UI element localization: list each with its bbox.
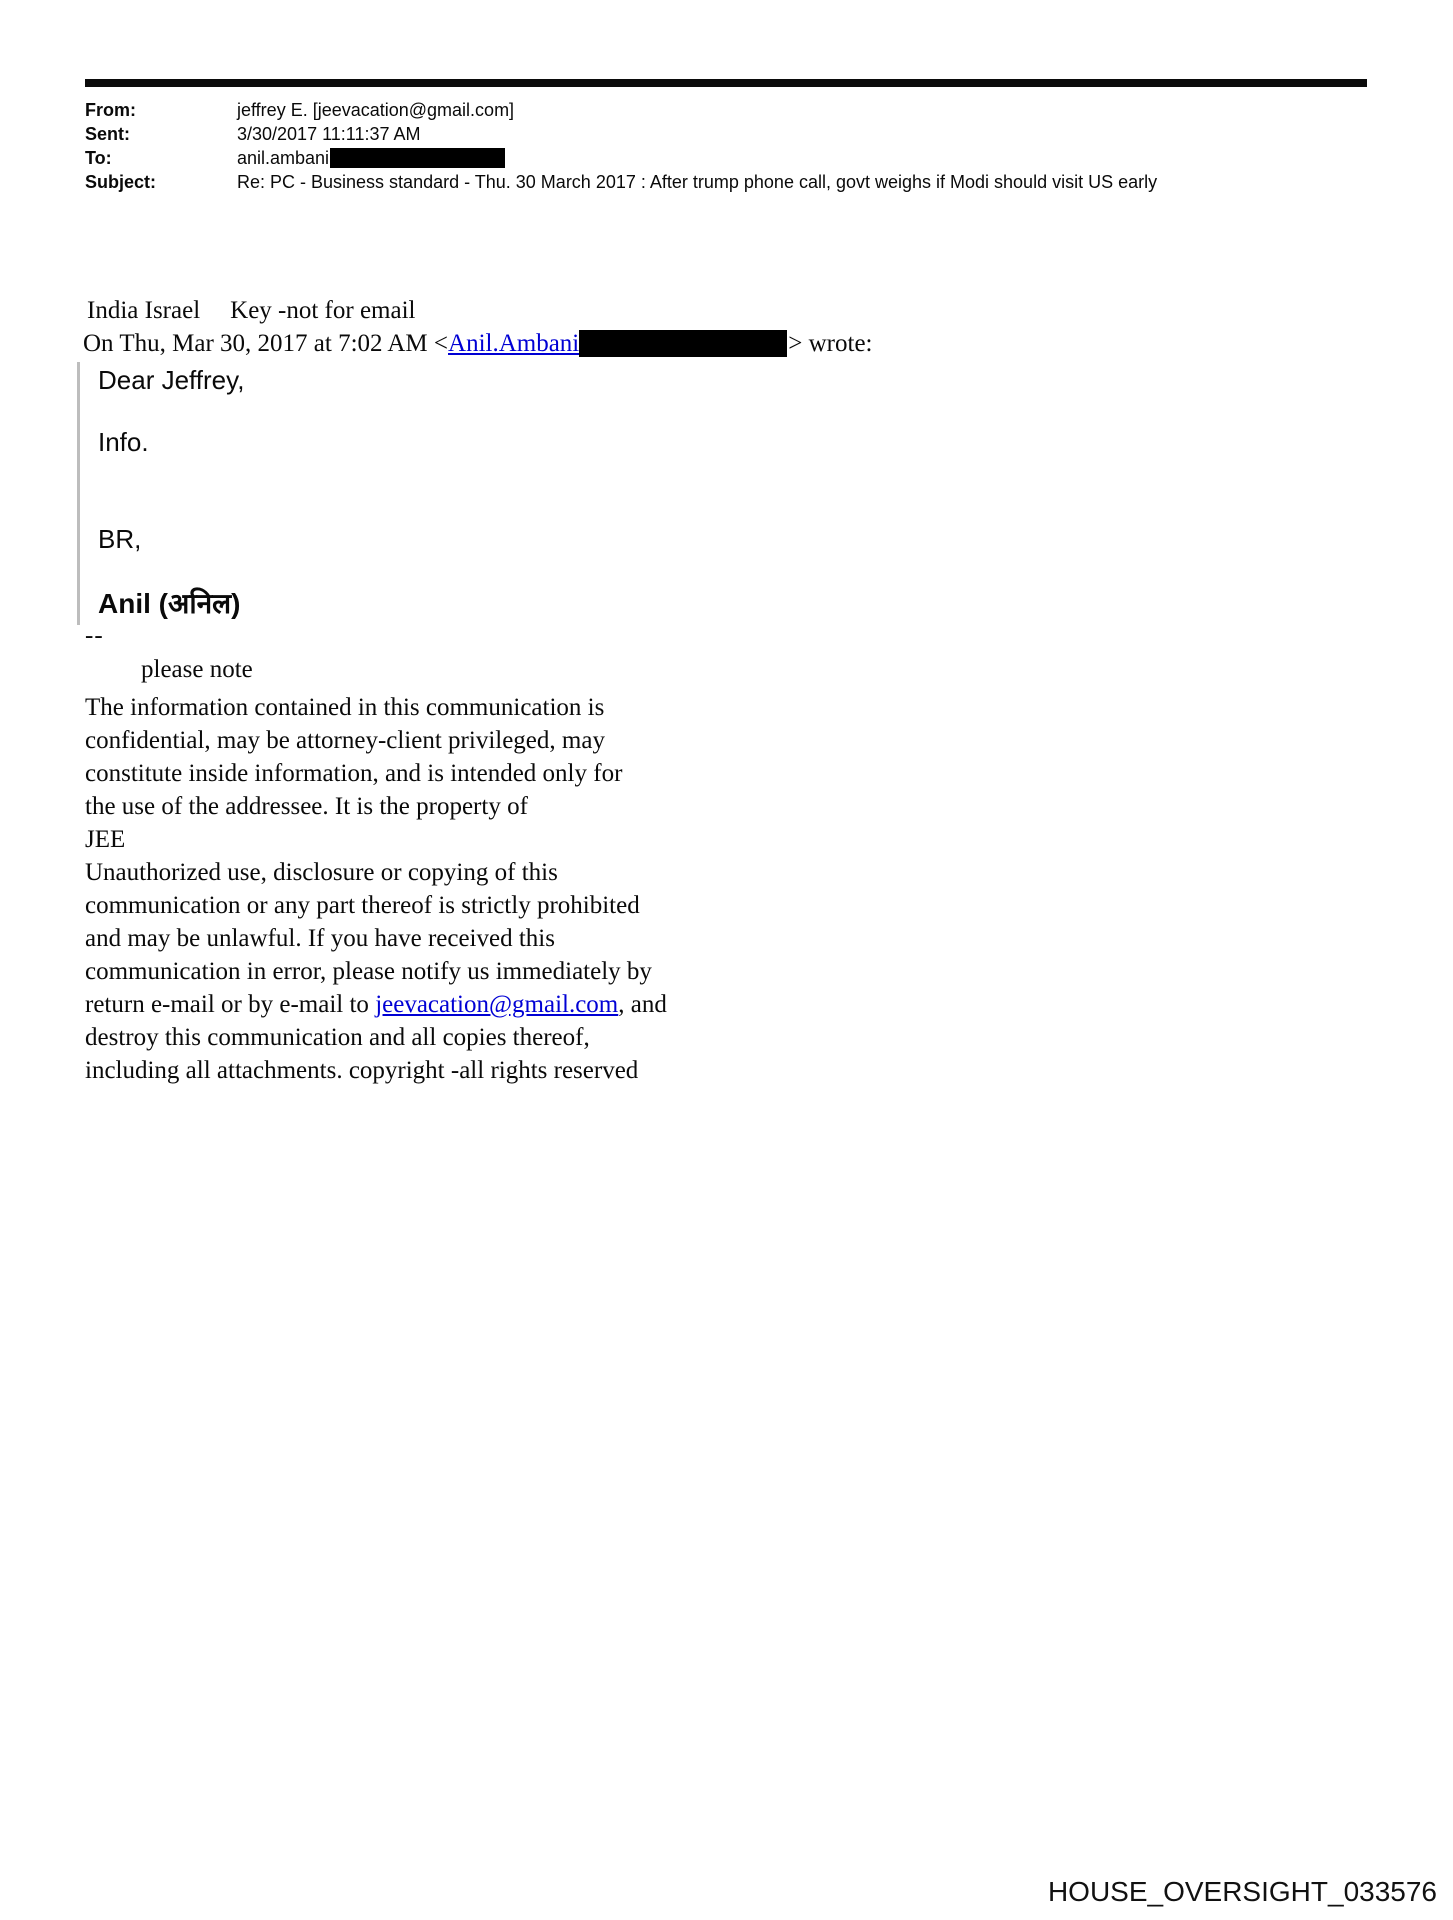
header-row-from (85, 98, 1157, 122)
header-divider-rule (85, 79, 1367, 87)
redaction-bar-to-address (330, 148, 505, 168)
disclaimer-heading: please note (141, 656, 253, 683)
subject-label: Subject: (85, 172, 157, 192)
sent-label: Sent: (85, 124, 130, 144)
reply-prefix: On Thu, Mar 30, 2017 at 7:02 AM < (83, 330, 449, 358)
signature-separator: -- (85, 622, 104, 649)
disclaimer-email-link[interactable]: jeevacation@gmail.com (375, 991, 619, 1018)
quote-greeting: Dear Jeffrey, (98, 365, 245, 395)
disclaimer-line: constitute inside information, and is intended only for (85, 760, 623, 787)
disclaimer-line: JEE (85, 826, 126, 853)
subject-value: Re: PC - Business standard - Thu. 30 March 2017 : After trump phone call, govt weighs if Modi should visit US early (237, 172, 1158, 192)
key-note-right: Key -not for email (230, 297, 416, 324)
disclaimer-line: communication or any part thereof is strictly prohibited (85, 892, 640, 919)
sender-email-link[interactable]: Anil.Ambani (448, 330, 580, 358)
email-header (85, 98, 1157, 194)
from-value: jeffrey E. [jeevacation@gmail.com] (237, 100, 515, 120)
disclaimer-line: the use of the addressee. It is the property of (85, 793, 528, 820)
disclaimer-line: Unauthorized use, disclosure or copying of this (85, 859, 558, 886)
reply-suffix: > wrote: (788, 330, 873, 358)
key-note-line (87, 297, 416, 325)
disclaimer-email-line (85, 988, 667, 1021)
disclaimer-email-pre: return e-mail or by e-mail to (85, 991, 376, 1018)
key-note-left: India Israel (87, 297, 201, 324)
disclaimer-line: communication in error, please notify us immediately by (85, 958, 652, 985)
quote-info-line: Info. (98, 427, 149, 457)
disclaimer-line: and may be unlawful. If you have received this (85, 925, 555, 952)
quote-closing: BR, (98, 524, 142, 554)
header-row-to (85, 146, 1157, 170)
reply-attribution-line (83, 330, 872, 361)
disclaimer-email-post: , and (618, 991, 667, 1018)
sent-value: 3/30/2017 11:11:37 AM (237, 124, 421, 144)
disclaimer-line: The information contained in this communication is (85, 694, 605, 721)
disclaimer-block (85, 691, 667, 1087)
from-label: From: (85, 100, 136, 120)
quote-signature: Anil (अनिल) (98, 588, 241, 619)
disclaimer-line: confidential, may be attorney-client privileged, may (85, 727, 605, 754)
disclaimer-line: including all attachments. copyright -all rights reserved (85, 1057, 639, 1084)
quoted-message-block (77, 362, 700, 625)
bates-number: HOUSE_OVERSIGHT_033576 (1047, 1876, 1437, 1907)
redaction-bar-sender-address (579, 330, 787, 357)
disclaimer-line: destroy this communication and all copies thereof, (85, 1024, 590, 1051)
header-row-subject (85, 170, 1157, 194)
header-row-sent (85, 122, 1157, 146)
to-label: To: (85, 148, 112, 168)
to-value: anil.ambani (237, 148, 330, 168)
